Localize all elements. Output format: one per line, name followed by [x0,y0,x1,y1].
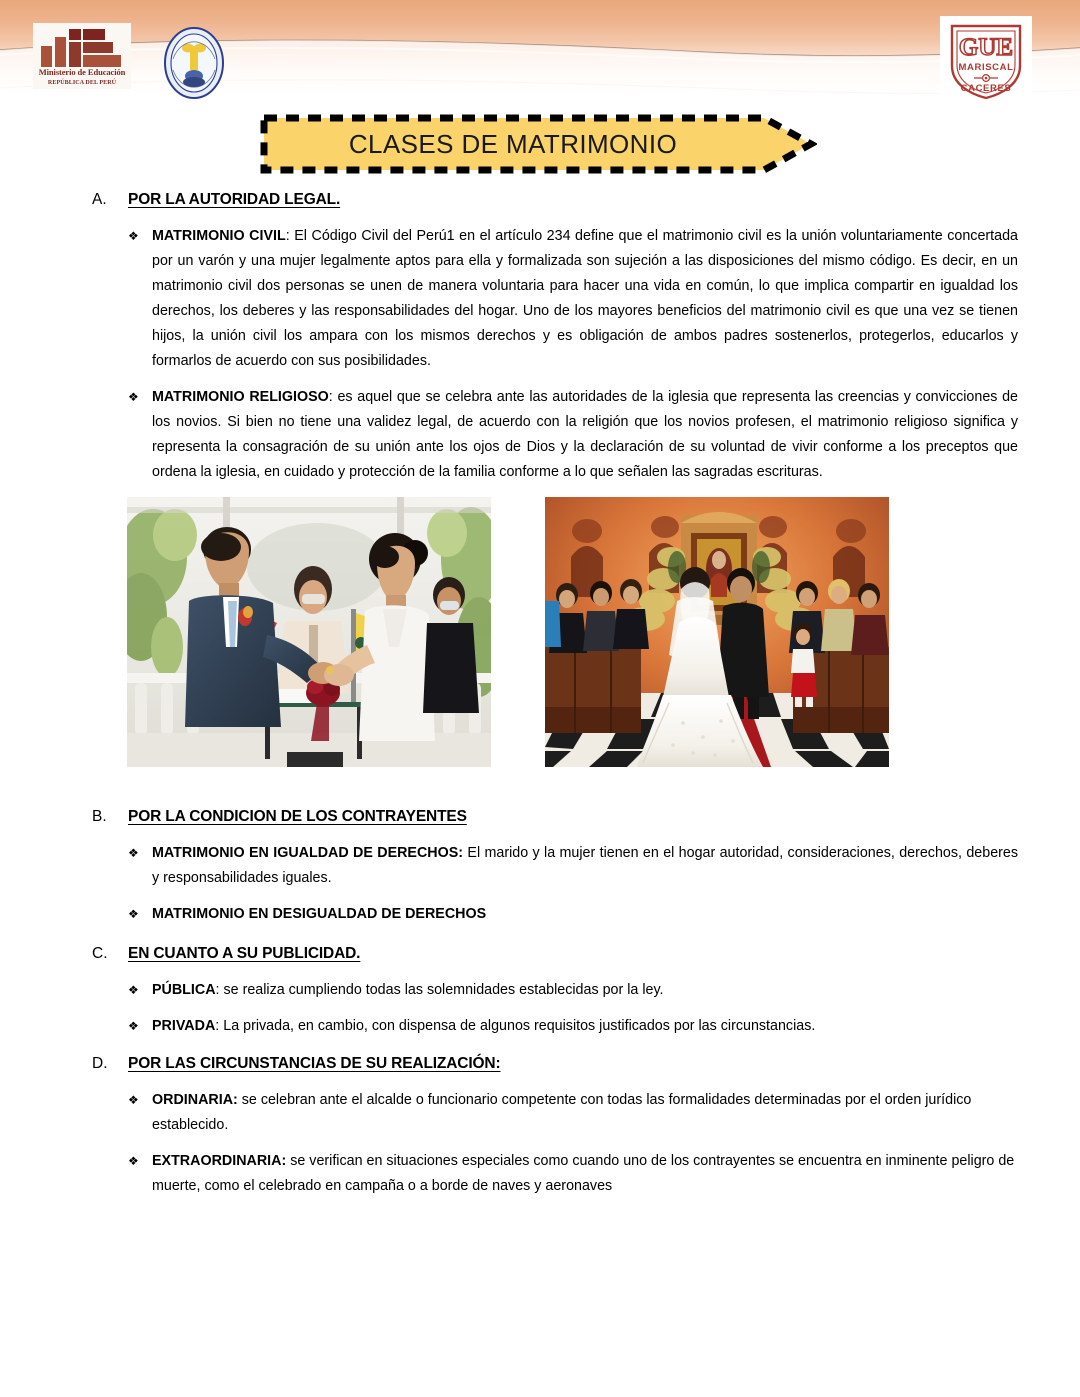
civil-wedding-photo [127,497,491,767]
item-separator: : [215,1018,224,1034]
list-item [128,902,1018,927]
section-c [0,944,1080,1039]
minedu-subtitle: REPÚBLICA DEL PERÚ [47,80,117,86]
section-d-heading-text: POR LAS CIRCUNSTANCIAS DE SU REALIZACIÓN: [128,1055,501,1072]
section-b-heading [0,807,1080,827]
section-c-letter: C. [92,945,108,962]
diamond-bullet-icon: ❖ [128,846,139,860]
svg-text:GUE: GUE [958,34,1014,61]
ugel-seal-logo [163,26,225,100]
item-body: se realiza cumpliendo todas las solemnidades establecidas por la ley. [223,982,664,998]
page-title-banner [259,113,817,175]
section-d-heading [0,1054,1080,1074]
page-title: CLASES DE MATRIMONIO [348,128,678,159]
section-d [0,1054,1080,1199]
document-body [0,190,1080,1210]
gue-mariscal-caceres-logo [940,16,1032,103]
section-c-heading [0,944,1080,964]
page-header [0,0,1080,103]
list-item [128,385,1018,485]
svg-text:MARISCAL: MARISCAL [958,62,1014,73]
item-body: es aquel que se celebra ante las autoridades de la iglesia que representa las creencias y convicciones de los novios. Si bien no tiene una validez legal, de acuerdo con la religión que los novios profesen, el matrimonio religioso significa y representa la consagración de su unión ante los ojos de Dios y la declaración de su voluntad de vivir conforme a los preceptos que ordena la iglesia, en cuidado y protección de la familia conforme a lo que señalen las sagradas escrituras. [152,389,1019,480]
item-body: La privada, en cambio, con dispensa de algunos requisitos justificados por las circunstancias. [223,1018,816,1034]
item-term: MATRIMONIO RELIGIOSO [152,389,329,405]
minedu-blocks-icon [39,28,125,68]
section-a-heading [0,190,1080,210]
section-a [0,190,1080,485]
item-term: MATRIMONIO CIVIL [152,228,286,244]
diamond-bullet-icon: ❖ [128,390,139,404]
item-separator: : [285,228,295,244]
photo-row [0,497,1080,771]
list-item [128,978,1018,1003]
list-item [128,1088,1018,1138]
religious-wedding-illustration [545,497,889,767]
item-body: El marido y la mujer tienen en el hogar autoridad, consideraciones, derechos, deberes y responsabilidades iguales. [152,845,1018,886]
list-item [128,1149,1018,1199]
item-term: PÚBLICA [152,982,216,998]
item-separator: : [215,982,224,998]
item-body: se celebran ante el alcalde o funcionario competente con todas las formalidades determinadas por el orden jurídico establecido. [152,1092,972,1133]
list-item [128,224,1018,374]
list-item [128,841,1018,891]
section-c-heading-text: EN CUANTO A SU PUBLICIDAD. [128,945,361,962]
diamond-bullet-icon: ❖ [128,229,139,243]
section-d-letter: D. [92,1055,108,1072]
diamond-bullet-icon: ❖ [128,1093,139,1107]
civil-wedding-illustration [127,497,491,767]
section-a-heading-text: POR LA AUTORIDAD LEGAL. [128,191,341,208]
item-body: se verifican en situaciones especiales como cuando uno de los contrayentes se encuentra en inminente peligro de muerte, como el celebrado en campaña o a borde de naves y aeronaves [152,1153,1015,1194]
header-swoosh-lines [0,0,1080,103]
diamond-bullet-icon: ❖ [128,1019,139,1033]
ministerio-de-educacion-logo [33,23,131,89]
diamond-bullet-icon: ❖ [128,983,139,997]
minedu-title: Ministerio de Educación [38,67,126,77]
section-b [0,807,1080,927]
diamond-bullet-icon: ❖ [128,907,139,921]
item-term: EXTRAORDINARIA: [152,1153,287,1169]
item-term: MATRIMONIO EN IGUALDAD DE DERECHOS: [152,845,464,861]
section-b-letter: B. [92,808,107,825]
svg-text:CACERES: CACERES [960,83,1012,94]
item-term: ORDINARIA: [152,1092,238,1108]
spacer [0,771,1080,807]
item-term: MATRIMONIO EN DESIGUALDAD DE DERECHOS [152,906,487,922]
section-b-heading-text: POR LA CONDICION DE LOS CONTRAYENTES [128,808,467,825]
item-separator: : [328,389,338,405]
item-term: PRIVADA [152,1018,216,1034]
item-body: El Código Civil del Perú1 en el artículo 234 define que el matrimonio civil es la unión voluntariamente concertada por un varón y una mujer legalmente aptos para ella y formalizada son sujeción a las disposiciones del mismo código. Es decir, en un matrimonio civil dos personas se unen de manera voluntaria para hacer una vida en común, lo que implica compartir en igualdad los derechos, los deberes y las responsabilidades del hogar. Uno de los mayores beneficios del matrimonio civil es que una vez se tienen hijos, la unión civil los ampara con los mismos derechos y es obligación de ambos padres sostenerlos, protegerlos, educarlos y formarlos de acuerdo con sus posibilidades. [152,228,1018,369]
diamond-bullet-icon: ❖ [128,1154,139,1168]
section-a-letter: A. [92,191,107,208]
religious-wedding-photo [545,497,889,767]
list-item [128,1014,1018,1039]
